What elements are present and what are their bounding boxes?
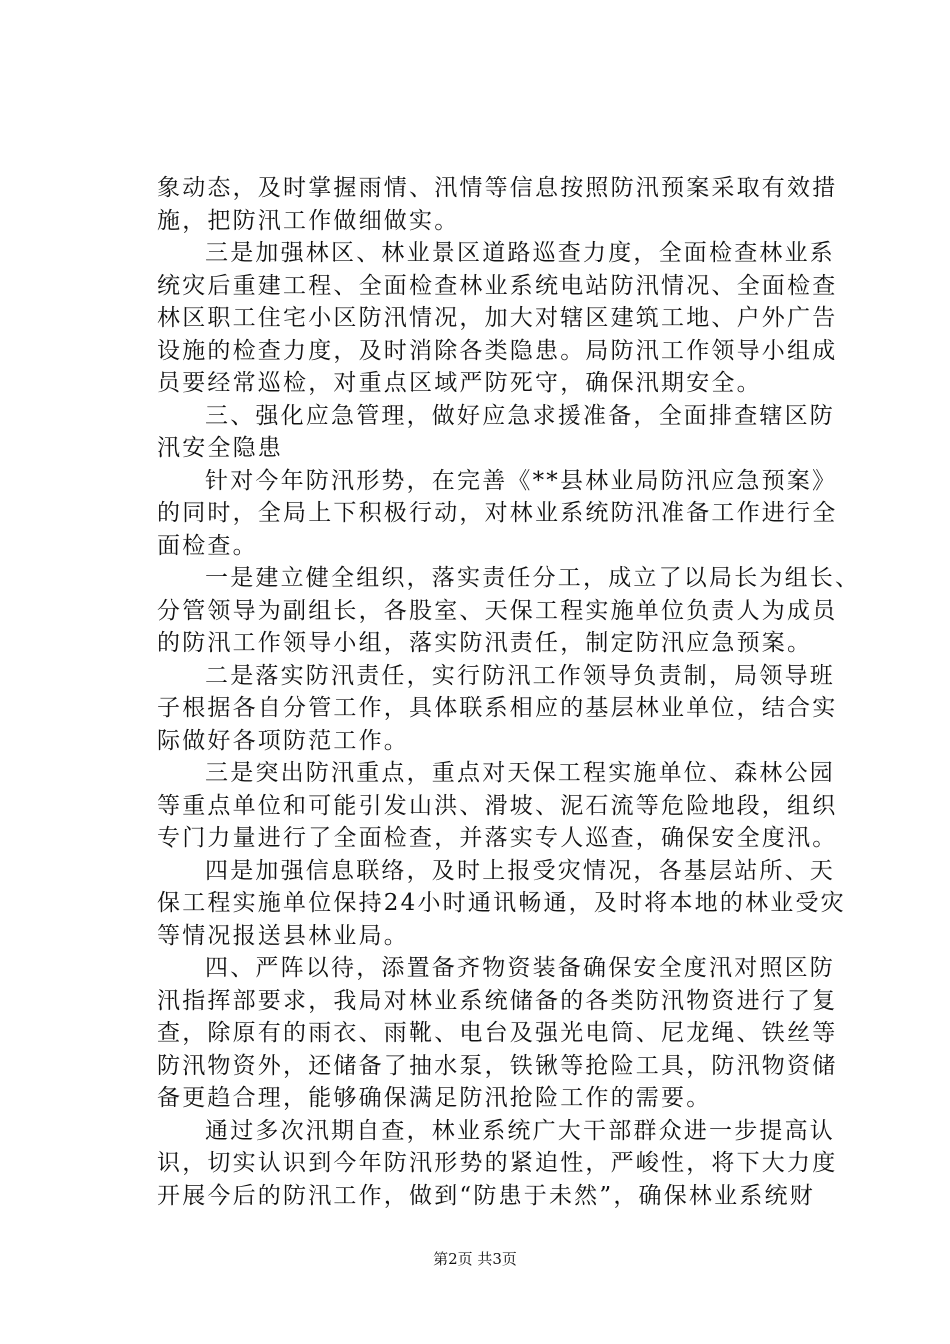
document-body xyxy=(157,172,861,1212)
text-line: 面检查。 xyxy=(157,532,258,559)
text-line: 分管领导为副组长，各股室、天保工程实施单位负责人为成员 xyxy=(157,597,838,624)
text-line: 统灾后重建工程、全面检查林业系统电站防汛情况、全面检查 xyxy=(157,272,838,299)
text-line: 专门力量进行了全面检查，并落实专人巡查，确保安全度汛。 xyxy=(157,825,838,851)
page-number-footer: 第2页 共3页 xyxy=(433,1250,517,1268)
text-line: 三是加强林区、林业景区道路巡查力度，全面检查林业系 xyxy=(205,240,835,266)
text-line: 的同时，全局上下积极行动，对林业系统防汛准备工作进行全 xyxy=(157,500,838,526)
text-line: 汛指挥部要求，我局对林业系统储备的各类防汛物资进行了复 xyxy=(157,987,838,1014)
text-line: 三是突出防汛重点，重点对天保工程实施单位、森林公园 xyxy=(205,760,835,786)
text-line: 设施的检查力度，及时消除各类隐患。局防汛工作领导小组成 xyxy=(157,337,838,364)
text-line: 四是加强信息联络，及时上报受灾情况，各基层站所、天 xyxy=(205,857,835,884)
text-line: 象动态，及时掌握雨情、汛情等信息按照防汛预案采取有效措 xyxy=(157,175,838,201)
section-heading: 四、严阵以待，添置备齐物资装备确保安全度汛对照区防 xyxy=(205,955,835,981)
section-heading: 三、强化应急管理，做好应急求援准备，全面排查辖区防 xyxy=(205,402,835,429)
text-line: 开展今后的防汛工作，做到“防患于未然”，确保林业系统财 xyxy=(157,1182,815,1209)
text-line: 备更趋合理，能够确保满足防汛抢险工作的需要。 xyxy=(157,1085,712,1111)
text-line: 保工程实施单位保持24小时通讯畅通，及时将本地的林业受灾 xyxy=(157,890,846,916)
section-heading: 汛安全隐患 xyxy=(157,435,283,461)
text-line: 二是落实防汛责任，实行防汛工作领导负责制，局领导班 xyxy=(205,662,835,689)
text-line: 林区职工住宅小区防汛情况，加大对辖区建筑工地、户外广告 xyxy=(157,305,838,331)
text-line: 的防汛工作领导小组，落实防汛责任，制定防汛应急预案。 xyxy=(157,630,813,656)
text-line: 一是建立健全组织，落实责任分工，成立了以局长为组长、 xyxy=(205,565,861,591)
text-line: 施，把防汛工作做细做实。 xyxy=(157,207,460,234)
text-line: 等重点单位和可能引发山洪、滑坡、泥石流等危险地段，组织 xyxy=(157,792,838,819)
text-line: 际做好各项防范工作。 xyxy=(157,727,409,754)
text-line: 针对今年防汛形势，在完善《**县林业局防汛应急预案》 xyxy=(205,467,838,494)
text-line: 识，切实认识到今年防汛形势的紧迫性，严峻性，将下大力度 xyxy=(157,1150,838,1176)
text-line: 查，除原有的雨衣、雨靴、电台及强光电筒、尼龙绳、铁丝等 xyxy=(157,1020,838,1046)
text-line: 员要经常巡检，对重点区域严防死守，确保汛期安全。 xyxy=(157,370,762,396)
text-line: 通过多次汛期自查，林业系统广大干部群众进一步提高认 xyxy=(205,1117,835,1144)
text-line: 防汛物资外，还储备了抽水泵，铁锹等抢险工具，防汛物资储 xyxy=(157,1052,838,1079)
text-line: 子根据各自分管工作，具体联系相应的基层林业单位，结合实 xyxy=(157,695,838,721)
text-line: 等情况报送县林业局。 xyxy=(157,922,409,949)
